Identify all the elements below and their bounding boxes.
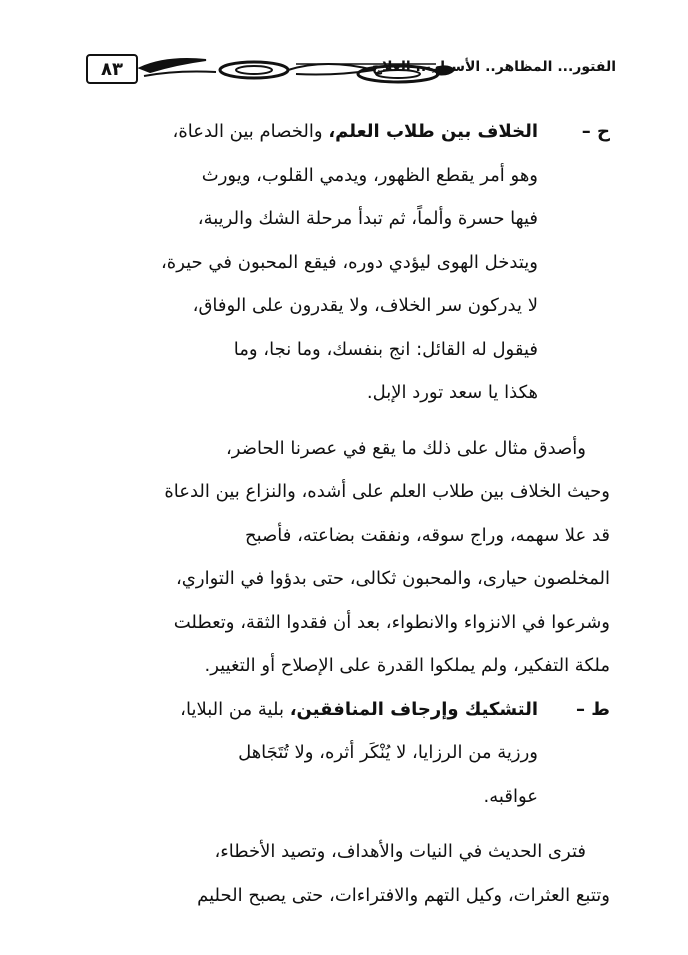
paragraph <box>80 427 610 688</box>
text-line: قد علا سهمه، وراج سوقه، ونفقت بضاعته، فأصبح <box>244 524 610 546</box>
text-line: وتتبع العثرات، وكيل التهم والافتراءات، حتى يصبح الحليم <box>197 884 610 906</box>
item-marker: ح – <box>581 121 610 142</box>
text-line: فيقول له القائل: انج بنفسك، وما نجا، وما <box>233 338 538 360</box>
text-line: والخصام بين الدعاة، <box>172 121 323 142</box>
text-line: وحيث الخلاف بين طلاب العلم على أشده، والنزاع بين الدعاة <box>164 481 610 502</box>
text-line: فترى الحديث في النيات والأهداف، وتصيد الأخطاء، <box>214 841 586 862</box>
list-item-t <box>80 688 610 819</box>
item-marker: ط – <box>576 698 610 720</box>
text-line: وشرعوا في الانزواء والانطواء، بعد أن فقدوا الثقة، وتعطلت <box>173 611 610 633</box>
text-line: بلية من البلايا، <box>180 698 284 720</box>
text-line: وهو أمر يقطع الظهور، ويدمي القلوب، ويورث <box>201 164 538 186</box>
page-body <box>80 110 610 917</box>
page-header <box>86 42 616 98</box>
text-line: ورزية من الرزايا، لا يُنْكَر أثره، ولا تُتَجَاهل <box>238 742 538 763</box>
text-line: ملكة التفكير، ولم يملكوا القدرة على الإصلاح أو التغيير. <box>204 655 610 676</box>
page-number: ٨٣ <box>86 54 138 84</box>
running-title: الفتور... المظاهر.. الأسباب.. العلاج <box>372 59 616 75</box>
list-item-h <box>80 110 610 415</box>
text-line: المخلصون حيارى، والمحبون ثكالى، حتى بدؤوا في التواري، <box>176 568 610 589</box>
text-line: عواقبه. <box>483 785 538 807</box>
paragraph <box>80 830 610 917</box>
text-line: فيها حسرة وألماً، ثم تبدأ مرحلة الشك والريبة، <box>197 208 538 229</box>
text-line: لا يدركون سر الخلاف، ولا يقدرون على الوفاق، <box>192 295 538 316</box>
text-line: وأصدق مثال على ذلك ما يقع في عصرنا الحاضر، <box>226 437 586 459</box>
text-line: ويتدخل الهوى ليؤدي دوره، فيقع المحبون في حيرة، <box>160 251 538 273</box>
text-line: هكذا يا سعد تورد الإبل. <box>366 382 538 403</box>
item-title: التشكيك وإرجاف المنافقين، <box>289 698 538 720</box>
item-title: الخلاف بين طلاب العلم، <box>328 121 538 142</box>
